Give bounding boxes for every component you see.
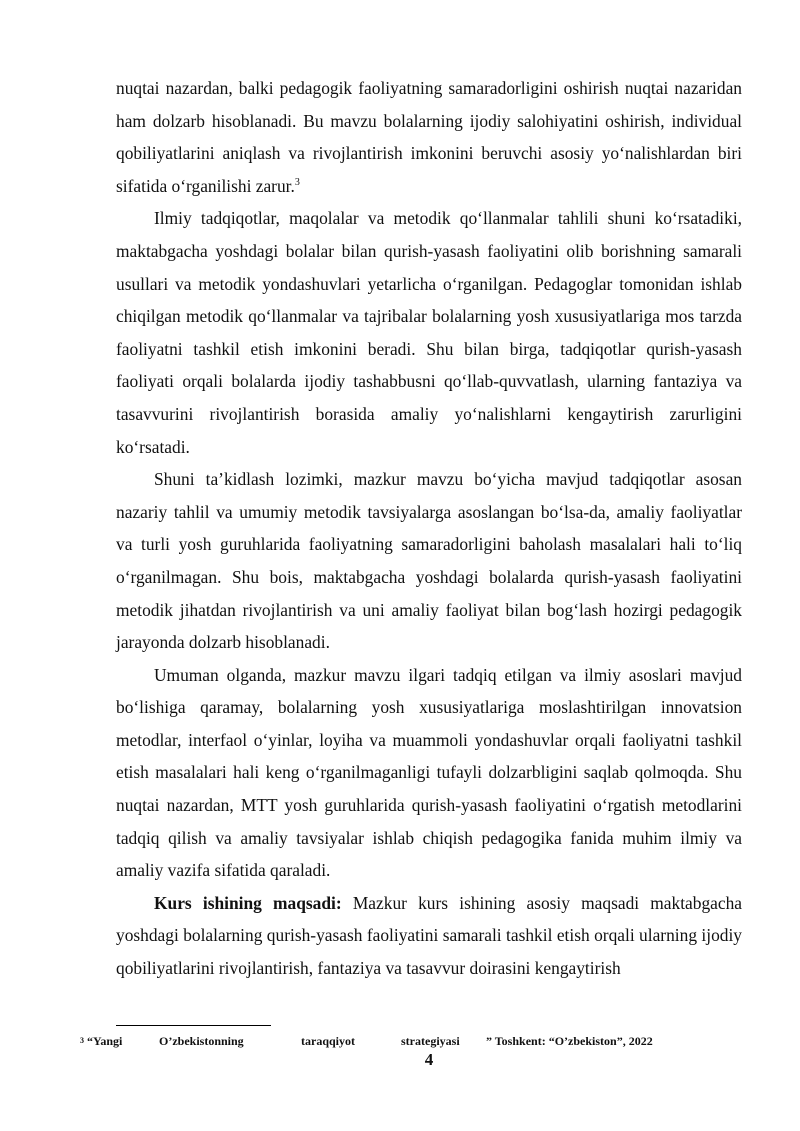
- footnote-part-1: “Yangi: [87, 1034, 123, 1048]
- paragraph-5-text: Mazkur kurs ishining asosiy maqsadi maktabgacha yoshdagi bolalarning qurish-yasash faoliyatini samarali tashkil etish orqali ularning ijodiy qobiliyatlarini rivojlantirish, fantaziya va tasavvur doirasini kengaytirish: [116, 892, 743, 979]
- footnote-part-3: taraqqiyot: [301, 1034, 355, 1048]
- footnote-mark: 3: [80, 1036, 84, 1045]
- goal-label: Kurs ishining maqsadi:: [154, 892, 342, 913]
- footnote-part-2: O’zbekistonning: [159, 1034, 244, 1048]
- footnote-separator: [116, 1025, 271, 1026]
- footnote-part-5: ” Toshkent: “O’zbekiston”, 2022: [486, 1034, 653, 1048]
- footnote: [80, 1033, 700, 1049]
- paragraph-1-text: nuqtai nazardan, balki pedagogik faoliyatning samaradorligini oshirish nuqtai nazaridan ham dolzarb hisoblanadi. Bu mavzu bolalarning ijodiy salohiyatini oshirish, individual qobiliyatlarini aniqlash va rivojlantirish imkonini beruvchi asosiy yo‘nalishlardan biri sifatida o‘rganilishi zarur.: [116, 78, 742, 196]
- paragraph-5: [116, 887, 742, 985]
- footnote-part-4: strategiyasi: [401, 1034, 460, 1048]
- paragraph-2: Ilmiy tadqiqotlar, maqolalar va metodik qo‘llanmalar tahlili shuni ko‘rsatadiki, maktabgacha yoshdagi bolalar bilan qurish-yasash faoliyatini olib borishning samarali usullari va metodik yondashuvlari yetarlicha o‘rganilgan. Pedagoglar tomonidan ishlab chiqilgan metodik qo‘llanmalar va tajribalar bolalarning yosh xususiyatlariga mos tarzda faoliyatni tashkil etish imkonini beradi. Shu bilan birga, tadqiqotlar qurish-yasash faoliyati orqali bolalarda ijodiy tashabbusni qo‘llab-quvvatlash, ularning fantaziya va tasavvurini rivojlantirish borasida amaliy yo‘nalishlarni kengaytirish zarurligini ko‘rsatadi.: [116, 208, 742, 457]
- paragraph-1: [116, 72, 742, 202]
- paragraph-4: Umuman olganda, mazkur mavzu ilgari tadqiq etilgan va ilmiy asoslari mavjud bo‘lishiga qaramay, bolalarning yosh xususiyatlariga moslashtirilgan innovatsion metodlar, interfaol o‘yinlar, loyiha va muammoli yondashuvlar orqali faoliyatni tashkil etish masalalari hali keng o‘rganilmaganligi tufayli dolzarbligini saqlab qolmoqda. Shu nuqtai nazardan, MTT yosh guruhlarida qurish-yasash faoliyatini o‘rgatish metodlarini tadqiq qilish va amaliy tavsiyalar ishlab chiqish pedagogika fanida muhim ilmiy va amaliy vazifa sifatida qaraladi.: [116, 664, 742, 881]
- footnote-reference[interactable]: 3: [294, 176, 300, 188]
- paragraph-3: Shuni ta’kidlash lozimki, mazkur mavzu bo‘yicha mavjud tadqiqotlar asosan nazariy tahlil va umumiy metodik tavsiyalarga asoslangan bo‘lsa-da, amaliy faoliyatlar va turli yosh guruhlarida faoliyatning samaradorligini baholash masalalari hali to‘liq o‘rganilmagan. Shu bois, maktabgacha yoshdagi bolalarda qurish-yasash faoliyatini metodik jihatdan rivojlantirish va uni amaliy faoliyat bilan bog‘lash hozirgi pedagogik jarayonda dolzarb hisoblanadi.: [116, 469, 742, 653]
- page-number: 4: [424, 1050, 434, 1069]
- body-text: [116, 72, 742, 985]
